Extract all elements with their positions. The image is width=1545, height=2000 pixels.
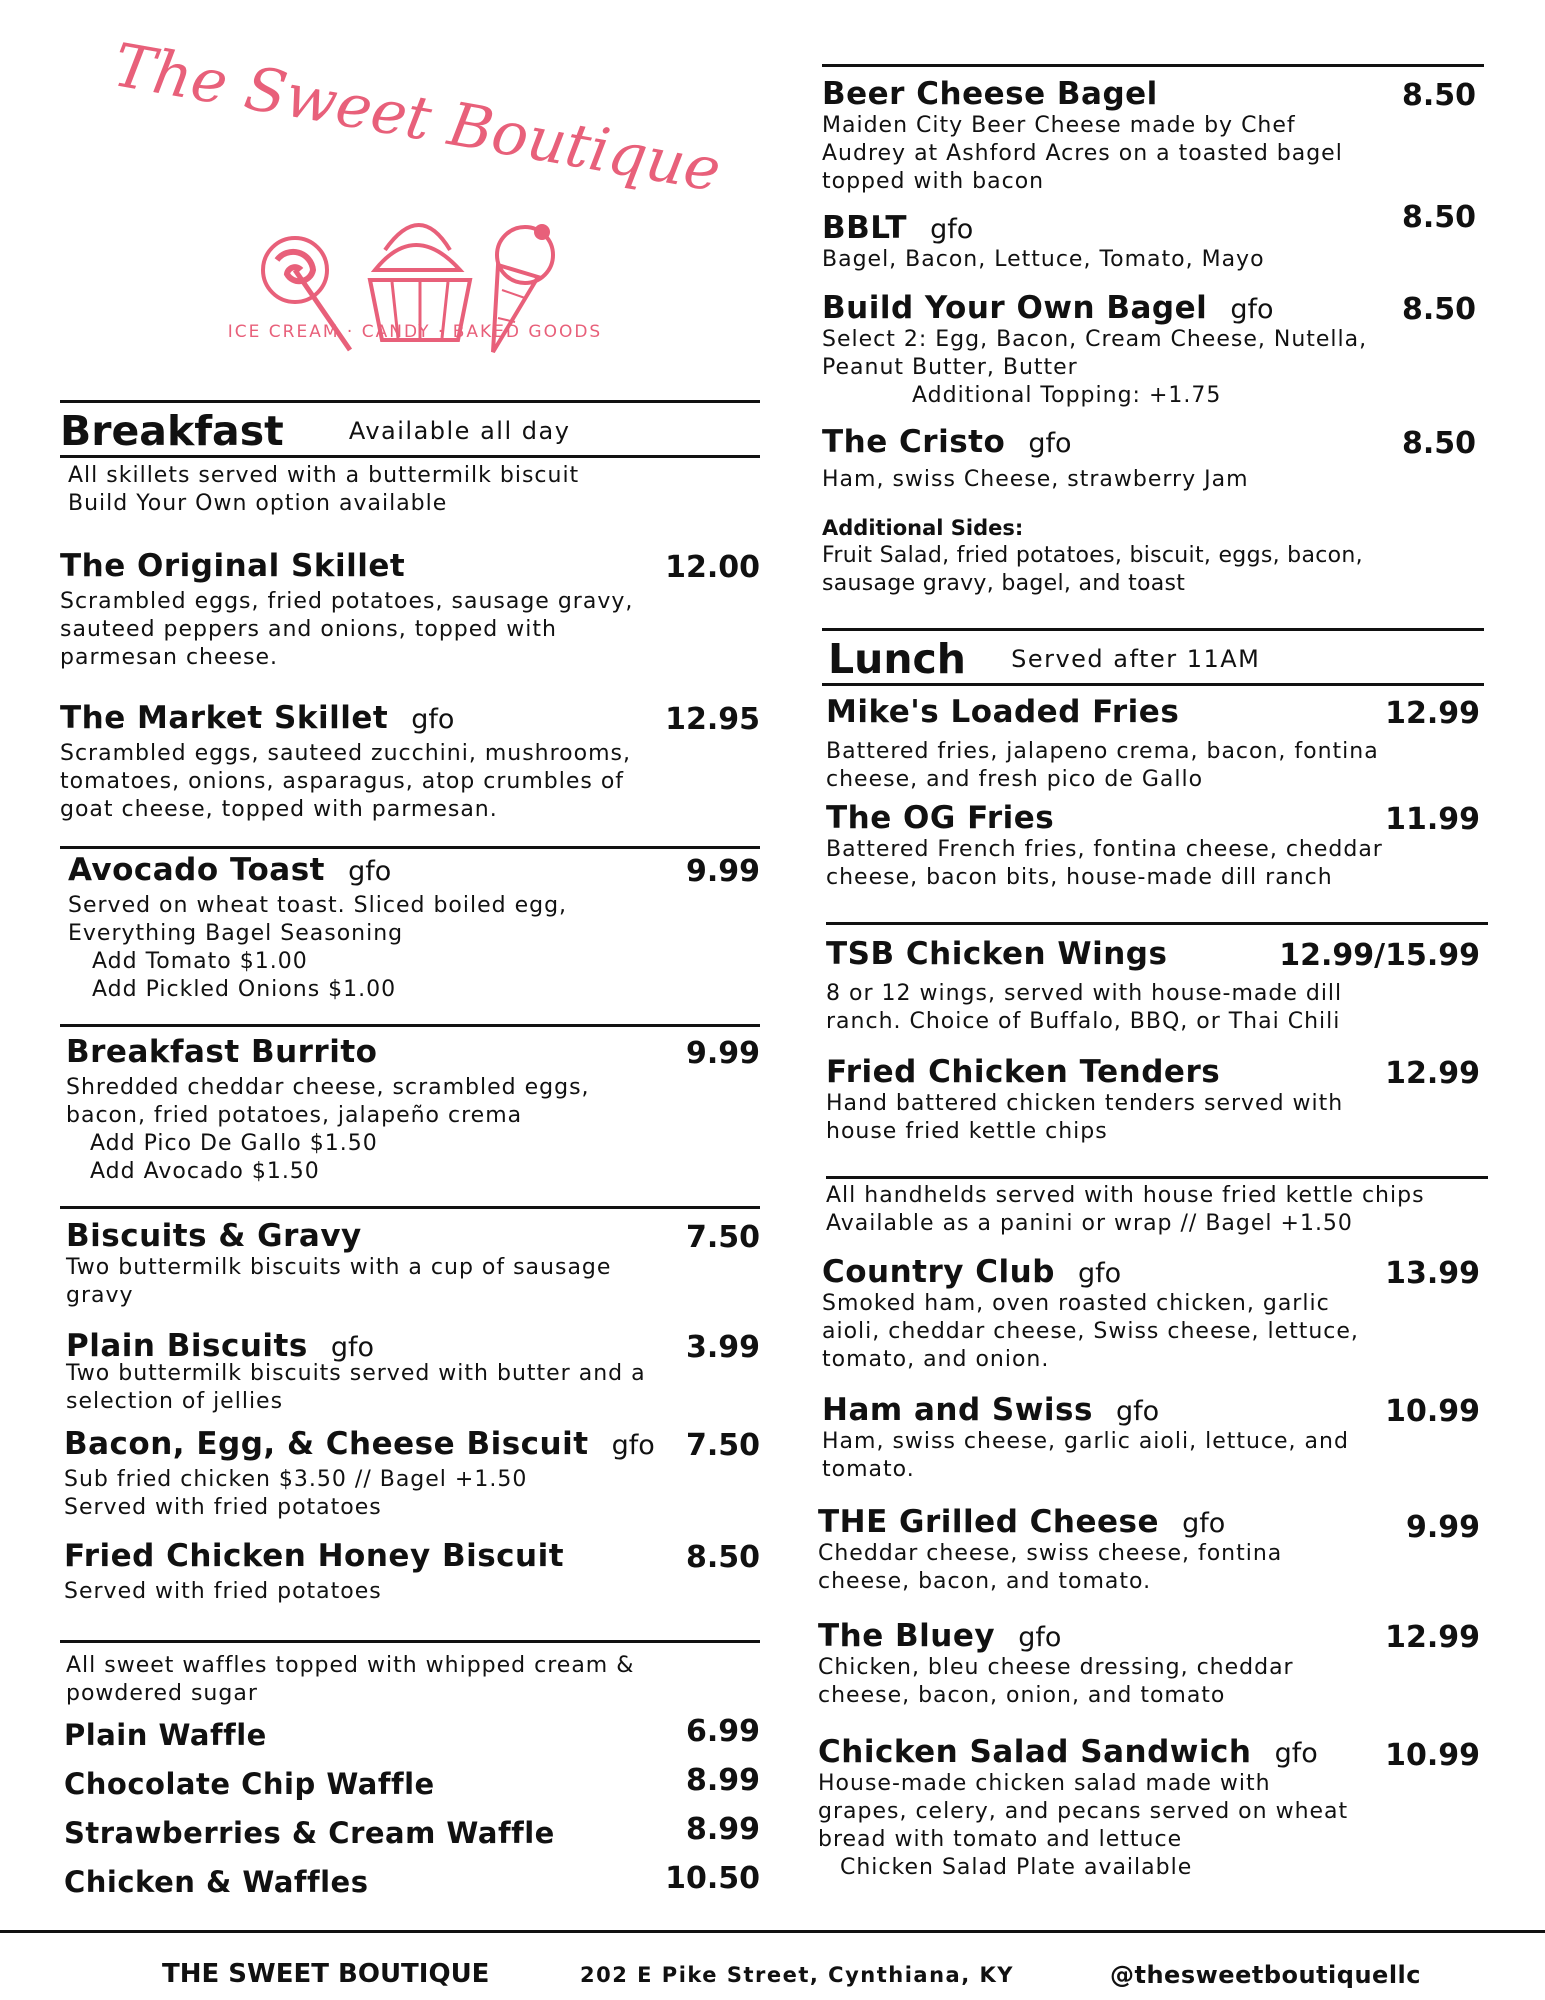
desc-line: goat cheese, topped with parmesan.	[60, 797, 498, 822]
item-price: 7.50	[685, 1428, 760, 1463]
footer-business-name: THE SWEET BOUTIQUE	[162, 1959, 490, 1989]
item-price: 8.50	[1401, 78, 1476, 113]
logo-script-text: The Sweet Boutique	[108, 30, 726, 207]
item-price: 7.50	[685, 1220, 760, 1255]
desc-line: tomato, and onion.	[822, 1347, 1050, 1372]
desc-line: Chicken, bleu cheese dressing, cheddar	[818, 1655, 1294, 1680]
item-name: The Bluey	[818, 1618, 996, 1654]
menu-item	[818, 1618, 1480, 1710]
menu-item	[826, 694, 1480, 794]
desc-line: 8 or 12 wings, served with house-made dill	[826, 981, 1343, 1006]
gfo-tag: gfo	[1018, 1622, 1062, 1653]
desc-line: cheese, bacon, and tomato.	[818, 1569, 1152, 1594]
footer-address: 202 E Pike Street, Cynthiana, KY	[580, 1963, 1014, 1987]
gfo-tag: gfo	[611, 1430, 655, 1461]
desc-line: Scrambled eggs, fried potatoes, sausage gravy,	[60, 589, 634, 614]
item-name: Chocolate Chip Waffle	[64, 1767, 435, 1801]
item-price: 12.99	[1385, 696, 1480, 731]
item-price: 12.99	[1385, 1056, 1480, 1091]
addon-line: Add Tomato $1.00	[92, 949, 308, 974]
item-name: The Market Skillet	[60, 700, 389, 736]
menu-item	[64, 1812, 760, 1850]
item-name: Fried Chicken Honey Biscuit	[64, 1538, 565, 1574]
item-name: Biscuits & Gravy	[66, 1218, 362, 1254]
item-price: 8.99	[685, 1763, 760, 1798]
addon-line: Chicken Salad Plate available	[840, 1855, 1193, 1880]
item-description	[66, 1360, 760, 1416]
item-name: Bacon, Egg, & Cheese Biscuit	[64, 1426, 589, 1462]
desc-line: sausage gravy, bagel, and toast	[822, 571, 1186, 596]
item-description	[60, 588, 760, 672]
gfo-tag: gfo	[348, 856, 392, 887]
item-name: Plain Waffle	[64, 1718, 267, 1752]
item-price: 8.50	[1401, 292, 1476, 327]
note-line: All skillets served with a buttermilk biscuit	[68, 463, 580, 488]
logo-tagline: ICE CREAM · CANDY · BAKED GOODS	[227, 322, 603, 342]
lunch-header	[822, 628, 1484, 686]
divider	[60, 846, 760, 849]
desc-line: Maiden City Beer Cheese made by Chef	[822, 113, 1296, 138]
gfo-tag: gfo	[1182, 1508, 1226, 1539]
menu-item	[822, 200, 1476, 274]
item-name: The OG Fries	[826, 800, 1055, 836]
handheld-notes	[826, 1182, 1488, 1238]
item-description	[822, 246, 1476, 274]
item-description	[818, 1770, 1480, 1882]
item-price: 8.50	[1401, 426, 1476, 461]
item-price: 12.99	[1385, 1620, 1480, 1655]
desc-line: Served with fried potatoes	[64, 1495, 382, 1520]
waffle-notes	[66, 1652, 766, 1708]
breakfast-header	[60, 400, 760, 458]
breakfast-notes	[68, 462, 768, 518]
item-name: TSB Chicken Wings	[826, 936, 1168, 972]
footer-social-handle[interactable]: @thesweetboutiquellc	[1110, 1961, 1421, 1989]
item-description	[826, 738, 1480, 794]
desc-line: tomato.	[822, 1457, 915, 1482]
menu-item	[64, 1763, 760, 1801]
item-name: Plain Biscuits	[66, 1328, 308, 1364]
footer	[0, 1930, 1545, 1989]
item-description	[826, 836, 1480, 892]
desc-line: Ham, swiss cheese, garlic aioli, lettuce, and	[822, 1429, 1349, 1454]
divider	[826, 922, 1488, 925]
note-line: powdered sugar	[66, 1681, 258, 1706]
item-description	[822, 1428, 1480, 1484]
item-description	[60, 740, 760, 824]
item-description	[826, 980, 1480, 1036]
menu-item	[64, 1861, 760, 1899]
item-price: 13.99	[1385, 1256, 1480, 1291]
item-price: 10.50	[665, 1861, 760, 1896]
item-price: 12.95	[665, 702, 760, 737]
item-price: 6.99	[685, 1714, 760, 1749]
menu-item	[66, 1218, 760, 1310]
addon-line: Additional Topping: +1.75	[912, 383, 1222, 408]
item-name: Chicken & Waffles	[64, 1865, 369, 1899]
desc-line: Two buttermilk biscuits with a cup of sausage	[66, 1255, 612, 1280]
lunch-title: Lunch	[828, 635, 966, 683]
menu-item	[64, 1426, 760, 1522]
desc-line: Two buttermilk biscuits served with butter and a	[66, 1361, 646, 1386]
item-price: 3.99	[685, 1330, 760, 1365]
note-line: All handhelds served with house fried kettle chips	[826, 1183, 1425, 1208]
divider	[822, 628, 1484, 631]
divider	[822, 64, 1484, 67]
item-price: 11.99	[1385, 802, 1480, 837]
menu-item	[822, 1254, 1480, 1374]
item-name: The Original Skillet	[60, 548, 406, 584]
item-description	[822, 112, 1476, 196]
item-name: Fried Chicken Tenders	[826, 1054, 1221, 1090]
desc-line: Served on wheat toast. Sliced boiled egg,	[68, 893, 568, 918]
item-name: Build Your Own Bagel	[822, 290, 1208, 326]
item-price: 8.50	[685, 1540, 760, 1575]
desc-line: aioli, cheddar cheese, Swiss cheese, lettuce,	[822, 1319, 1359, 1344]
desc-line: Everything Bagel Seasoning	[68, 921, 404, 946]
desc-line: bacon, fried potatoes, jalapeño crema	[66, 1103, 523, 1128]
menu-item	[826, 800, 1480, 892]
item-description	[64, 1466, 760, 1522]
menu-item	[826, 1054, 1480, 1146]
gfo-tag: gfo	[1116, 1396, 1160, 1427]
desc-line: bread with tomato and lettuce	[818, 1827, 1183, 1852]
divider	[826, 1176, 1488, 1179]
desc-line: tomatoes, onions, asparagus, atop crumbles of	[60, 769, 625, 794]
menu-item	[826, 936, 1480, 1036]
item-name: BBLT	[822, 210, 908, 246]
item-description	[826, 1090, 1480, 1146]
breakfast-title: Breakfast	[60, 407, 284, 455]
note-line: Available as a panini or wrap // Bagel +1.50	[826, 1211, 1353, 1236]
menu-item	[818, 1734, 1480, 1882]
divider	[60, 400, 760, 403]
desc-line: Battered fries, jalapeno crema, bacon, fontina	[826, 739, 1379, 764]
desc-line: Scrambled eggs, sauteed zucchini, mushrooms,	[60, 741, 631, 766]
addon-line: Add Avocado $1.50	[90, 1159, 320, 1184]
menu-item	[818, 1504, 1480, 1596]
desc-line: Smoked ham, oven roasted chicken, garlic	[822, 1291, 1330, 1316]
menu-item	[822, 1392, 1480, 1484]
desc-line: Served with fried potatoes	[64, 1579, 382, 1604]
desc-line: Sub fried chicken $3.50 // Bagel +1.50	[64, 1467, 528, 1492]
item-name: THE Grilled Cheese	[818, 1504, 1160, 1540]
desc-line: Ham, swiss Cheese, strawberry Jam	[822, 467, 1249, 492]
item-description	[818, 1654, 1480, 1710]
desc-line: Hand battered chicken tenders served with	[826, 1091, 1344, 1116]
desc-line: cheese, bacon bits, house-made dill ranch	[826, 865, 1333, 890]
menu-item	[60, 548, 760, 672]
lunch-subtitle: Served after 11AM	[1011, 645, 1261, 673]
menu-item	[822, 290, 1476, 410]
item-price: 10.99	[1385, 1394, 1480, 1429]
menu-item	[822, 76, 1476, 196]
gfo-tag: gfo	[411, 704, 455, 735]
item-name: Country Club	[822, 1254, 1055, 1290]
item-price: 8.99	[685, 1812, 760, 1847]
item-price: 10.99	[1385, 1738, 1480, 1773]
item-name: Strawberries & Cream Waffle	[64, 1816, 555, 1850]
menu-item	[64, 1538, 760, 1606]
menu-item	[64, 1714, 760, 1752]
logo	[108, 30, 726, 350]
sides-title: Additional Sides:	[822, 516, 1024, 540]
desc-line: cheese, and fresh pico de Gallo	[826, 767, 1204, 792]
item-description	[822, 1290, 1480, 1374]
gfo-tag: gfo	[1078, 1258, 1122, 1289]
item-description	[822, 326, 1476, 410]
desc-line: topped with bacon	[822, 169, 1045, 194]
item-description	[66, 1254, 760, 1310]
divider	[822, 683, 1484, 686]
desc-line: selection of jellies	[66, 1389, 284, 1414]
item-price: 9.99	[685, 854, 760, 889]
gfo-tag: gfo	[1028, 428, 1072, 459]
item-description	[64, 1578, 760, 1606]
item-name: Avocado Toast	[68, 852, 325, 888]
desc-line: Select 2: Egg, Bacon, Cream Cheese, Nutella,	[822, 327, 1368, 352]
divider	[60, 1024, 760, 1027]
item-name: Mike's Loaded Fries	[826, 694, 1180, 730]
logo-illustration	[108, 30, 726, 350]
item-price: 12.99/15.99	[1279, 938, 1480, 973]
item-description	[818, 1540, 1480, 1596]
desc-line: Cheddar cheese, swiss cheese, fontina	[818, 1541, 1283, 1566]
item-name: Ham and Swiss	[822, 1392, 1093, 1428]
desc-line: Bagel, Bacon, Lettuce, Tomato, Mayo	[822, 247, 1265, 272]
item-price: 8.50	[1401, 200, 1476, 235]
item-name: Chicken Salad Sandwich	[818, 1734, 1252, 1770]
desc-line: cheese, bacon, onion, and tomato	[818, 1683, 1226, 1708]
note-line: All sweet waffles topped with whipped cream &	[66, 1653, 635, 1678]
menu-item	[822, 424, 1476, 494]
menu-item	[60, 700, 760, 824]
item-name: Breakfast Burrito	[66, 1034, 378, 1070]
desc-line: Battered French fries, fontina cheese, cheddar	[826, 837, 1383, 862]
desc-line: sauteed peppers and onions, topped with	[60, 617, 557, 642]
item-description	[822, 466, 1476, 494]
item-price: 12.00	[665, 550, 760, 585]
desc-line: Audrey at Ashford Acres on a toasted bagel	[822, 141, 1343, 166]
desc-line: gravy	[66, 1283, 134, 1308]
menu-item	[66, 1034, 760, 1186]
item-description	[68, 892, 760, 1004]
note-line: Build Your Own option available	[68, 491, 448, 516]
breakfast-subtitle: Available all day	[348, 417, 571, 445]
item-description	[66, 1074, 760, 1186]
divider	[60, 455, 760, 458]
divider	[60, 1206, 760, 1209]
gfo-tag: gfo	[1274, 1738, 1318, 1769]
desc-line: ranch. Choice of Buffalo, BBQ, or Thai Chili	[826, 1009, 1341, 1034]
desc-line: house fried kettle chips	[826, 1119, 1108, 1144]
desc-line: parmesan cheese.	[60, 645, 279, 670]
desc-line: Peanut Butter, Butter	[822, 355, 1078, 380]
sides-list	[822, 542, 1484, 598]
desc-line: grapes, celery, and pecans served on wheat	[818, 1799, 1349, 1824]
addon-line: Add Pickled Onions $1.00	[92, 977, 397, 1002]
item-name: Beer Cheese Bagel	[822, 76, 1158, 112]
item-price: 9.99	[1405, 1510, 1480, 1545]
desc-line: House-made chicken salad made with	[818, 1771, 1271, 1796]
menu-item	[68, 852, 760, 1004]
addon-line: Add Pico De Gallo $1.50	[90, 1131, 378, 1156]
menu-item	[66, 1328, 760, 1416]
divider	[60, 1640, 760, 1643]
additional-sides	[822, 514, 1484, 598]
gfo-tag: gfo	[330, 1332, 375, 1363]
item-price: 9.99	[685, 1036, 760, 1071]
gfo-tag: gfo	[930, 214, 974, 245]
desc-line: Fruit Salad, fried potatoes, biscuit, eggs, bacon,	[822, 543, 1363, 568]
gfo-tag: gfo	[1230, 294, 1274, 325]
item-name: The Cristo	[822, 424, 1006, 460]
desc-line: Shredded cheddar cheese, scrambled eggs,	[66, 1075, 590, 1100]
